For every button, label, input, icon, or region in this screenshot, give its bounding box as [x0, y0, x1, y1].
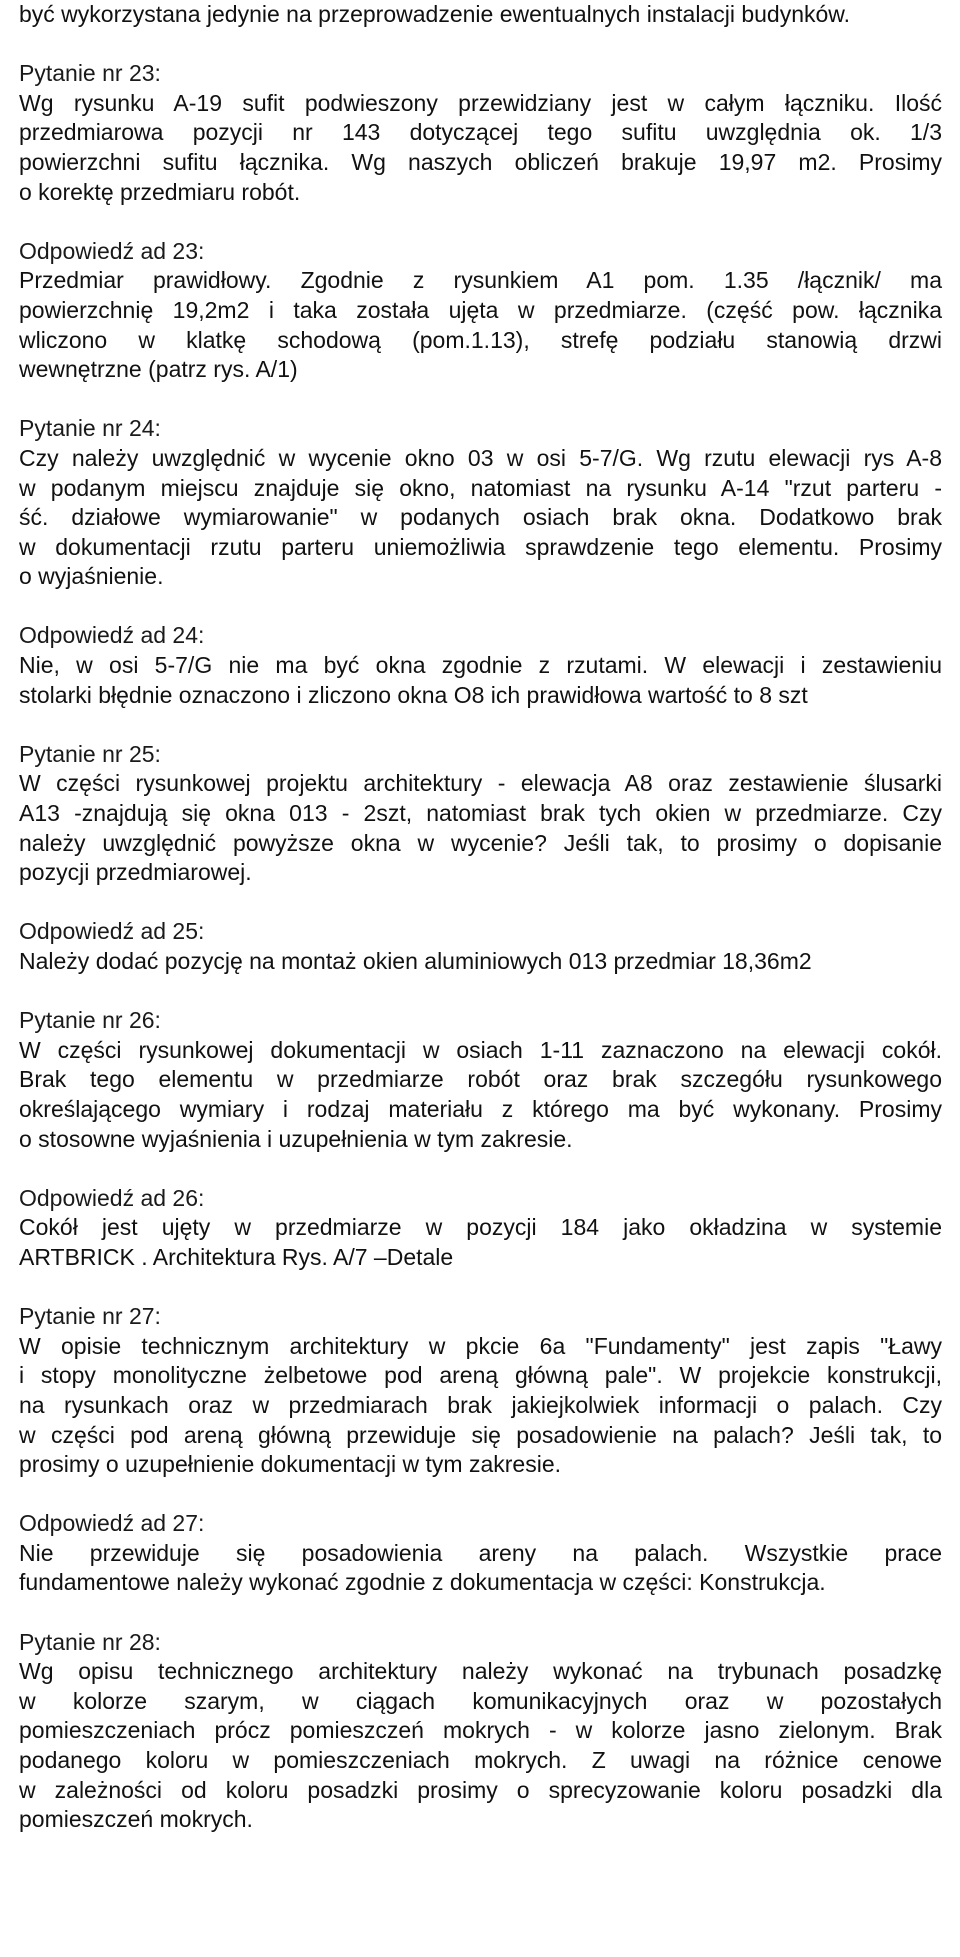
question-line: powierzchni sufitu łącznika. Wg naszych obliczeń brakuje 19,97 m2. Prosimy — [19, 148, 942, 175]
answer-body — [19, 1539, 942, 1598]
paragraph-gap — [19, 1154, 942, 1184]
answer-line: powierzchnię 19,2m2 i taka została ujęta w przedmiarze. (część pow. łącznika — [19, 296, 942, 323]
question-line: Brak tego elementu w przedmiarze robót oraz brak szczegółu rysunkowego — [19, 1066, 942, 1093]
question-body — [19, 89, 942, 207]
question-line: Wg opisu technicznego architektury należy wykonać na trybunach posadzkę — [19, 1658, 942, 1685]
paragraph-gap — [19, 710, 942, 740]
question-line: pozycji przedmiarowej. — [19, 859, 252, 886]
question-line: pomieszczeń mokrych. — [19, 1806, 253, 1833]
qa-section — [19, 1628, 942, 1835]
question-heading-text: Pytanie nr 28: — [19, 1628, 161, 1655]
qa-section — [19, 740, 942, 888]
answer-line: Należy dodać pozycję na montaż okien aluminiowych 013 przedmiar 18,36m2 — [19, 948, 812, 974]
answer-heading — [19, 917, 942, 947]
paragraph-gap — [19, 1273, 942, 1303]
question-line: Czy należy uwzględnić w wycenie okno 03 w osi 5-7/G. Wg rzutu elewacji rys A-8 — [19, 444, 942, 471]
question-heading-text: Pytanie nr 26: — [19, 1007, 161, 1034]
answer-line: Cokół jest ujęty w przedmiarze w pozycji 184 jako okładzina w systemie — [19, 1214, 942, 1241]
answer-line: fundamentowe należy wykonać zgodnie z dokumentacja w części: Konstrukcja. — [19, 1569, 826, 1596]
question-heading — [19, 740, 942, 770]
question-heading-text: Pytanie nr 23: — [19, 60, 161, 87]
answer-body — [19, 266, 942, 384]
question-heading — [19, 1628, 942, 1658]
paragraph-gap — [19, 207, 942, 237]
answer-heading — [19, 237, 942, 267]
answer-line: Nie, w osi 5-7/G nie ma być okna zgodnie z rzutami. W elewacji i zestawieniu — [19, 652, 942, 679]
question-body — [19, 1332, 942, 1480]
question-heading — [19, 414, 942, 444]
question-line: o stosowne wyjaśnienia i uzupełnienia w tym zakresie. — [19, 1125, 573, 1152]
answer-heading — [19, 621, 942, 651]
answer-body — [19, 651, 942, 710]
question-line: prosimy o uzupełnienie dokumentacji w tym zakresie. — [19, 1451, 562, 1478]
answer-heading — [19, 1184, 942, 1214]
answer-heading-text: Odpowiedź ad 24: — [19, 622, 205, 649]
answer-body — [19, 1213, 942, 1272]
qa-section — [19, 59, 942, 207]
question-line: o wyjaśnienie. — [19, 563, 164, 590]
question-heading-text: Pytanie nr 25: — [19, 740, 161, 767]
question-line: i stopy monolityczne żelbetowe pod areną główną pale". W projekcie konstrukcji, — [19, 1362, 942, 1389]
answer-body — [19, 947, 942, 977]
paragraph-gap — [19, 385, 942, 415]
question-line: podanego koloru w pomieszczeniach mokrych. Z uwagi na różnice cenowe — [19, 1747, 942, 1774]
paragraph-gap — [19, 977, 942, 1007]
answer-heading-text: Odpowiedź ad 23: — [19, 237, 205, 264]
paragraph-gap — [19, 30, 942, 60]
qa-section — [19, 414, 942, 592]
answer-heading — [19, 1509, 942, 1539]
question-line: W części rysunkowej dokumentacji w osiach 1-11 zaznaczono na elewacji cokół. — [19, 1036, 942, 1063]
answer-line: Nie przewiduje się posadowienia areny na palach. Wszystkie prace — [19, 1539, 942, 1566]
question-heading — [19, 1006, 942, 1036]
body-line: być wykorzystana jedynie na przeprowadzenie ewentualnych instalacji budynków. — [19, 1, 851, 27]
question-line: w części pod areną główną przewiduje się posadowienie na palach? Jeśli tak, to — [19, 1421, 942, 1448]
question-line: W opisie technicznym architektury w pkcie 6a "Fundamenty" jest zapis "Ławy — [19, 1332, 942, 1359]
qa-section — [19, 1006, 942, 1154]
question-line: w podanym miejscu znajduje się okno, natomiast na rysunku A-14 "rzut parteru - — [19, 474, 942, 501]
answer-line: wliczono w klatkę schodową (pom.1.13), strefę podziału stanowią drzwi — [19, 326, 942, 353]
answer-line: ARTBRICK . Architektura Rys. A/7 –Detale — [19, 1243, 454, 1270]
question-line: w kolorze szarym, w ciągach komunikacyjnych oraz w pozostałych — [19, 1687, 942, 1714]
question-line: pomieszczeniach prócz pomieszczeń mokrych - w kolorze jasno zielonym. Brak — [19, 1717, 942, 1744]
question-line: ść. działowe wymiarowanie" w podanych osiach brak okna. Dodatkowo brak — [19, 504, 942, 531]
answer-line: Przedmiar prawidłowy. Zgodnie z rysunkiem A1 pom. 1.35 /łącznik/ ma — [19, 267, 942, 294]
answer-line: wewnętrzne (patrz rys. A/1) — [19, 356, 298, 383]
paragraph-gap — [19, 1480, 942, 1510]
question-line: na rysunkach oraz w przedmiarach brak jakiejkolwiek informacji o palach. Czy — [19, 1391, 942, 1418]
question-heading — [19, 1302, 942, 1332]
intro-paragraph — [19, 0, 942, 30]
answer-heading-text: Odpowiedź ad 27: — [19, 1510, 205, 1537]
question-heading — [19, 59, 942, 89]
paragraph-gap — [19, 1598, 942, 1628]
question-line: Wg rysunku A-19 sufit podwieszony przewidziany jest w całym łączniku. Ilość — [19, 89, 942, 116]
answer-heading-text: Odpowiedź ad 26: — [19, 1184, 205, 1211]
answer-line: stolarki błędnie oznaczono i zliczono okna O8 ich prawidłowa wartość to 8 szt — [19, 681, 808, 708]
paragraph-gap — [19, 592, 942, 622]
question-line: określającego wymiary i rodzaj materiału z którego ma być wykonany. Prosimy — [19, 1095, 942, 1122]
question-line: W części rysunkowej projektu architektury - elewacja A8 oraz zestawienie ślusarki — [19, 770, 942, 797]
question-line: należy uwzględnić powyższe okna w wycenie? Jeśli tak, to prosimy o dopisanie — [19, 829, 942, 856]
question-line: w dokumentacji rzutu parteru uniemożliwia sprawdzenie tego elementu. Prosimy — [19, 533, 942, 560]
question-line: przedmiarowa pozycji nr 143 dotyczącej tego sufitu uwzględnia ok. 1/3 — [19, 119, 942, 146]
question-line: w zależności od koloru posadzki prosimy o sprecyzowanie koloru posadzki dla — [19, 1776, 942, 1803]
qa-section — [19, 1302, 942, 1480]
paragraph-gap — [19, 888, 942, 918]
question-body — [19, 444, 942, 592]
question-body — [19, 769, 942, 887]
question-line: A13 -znajdują się okna 013 - 2szt, natomiast brak tych okien w przedmiarze. Czy — [19, 800, 942, 827]
document-body — [19, 0, 942, 1835]
answer-heading-text: Odpowiedź ad 25: — [19, 918, 205, 945]
question-body — [19, 1657, 942, 1835]
question-line: o korektę przedmiaru robót. — [19, 178, 301, 205]
question-heading-text: Pytanie nr 24: — [19, 415, 161, 442]
question-body — [19, 1036, 942, 1154]
question-heading-text: Pytanie nr 27: — [19, 1303, 161, 1330]
